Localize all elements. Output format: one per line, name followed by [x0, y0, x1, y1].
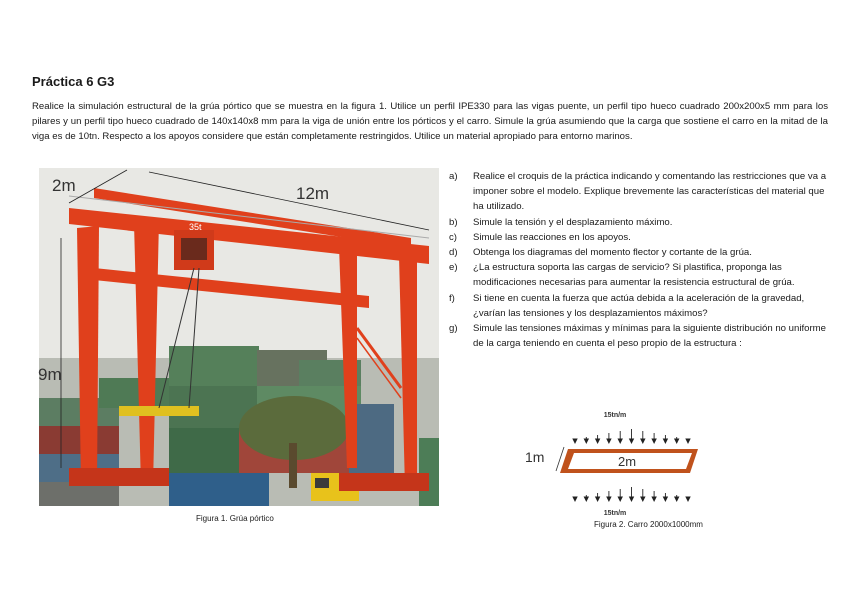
load-arrow-head [596, 439, 600, 443]
load-arrow-head [652, 497, 656, 501]
load-arrow-head [663, 439, 667, 443]
list-item: c) Simule las reacciones en los apoyos. [449, 231, 631, 243]
list-item: a) Realice el croquis de la práctica indicando y comentando las restricciones que va a imponer sobre el modelo. Explique brevemente las características del material que ha utilizado. [449, 171, 827, 213]
width-dimension-label: 12m [296, 184, 330, 203]
trolley-height-label: 1m [525, 449, 545, 465]
load-arrow-head [584, 439, 588, 443]
load-arrow-head [584, 497, 588, 501]
load-arrow-head [663, 497, 667, 501]
list-item: e) ¿La estructura soporta las cargas de servicio? Si plastifica, proponga las modificaciones necesarias para aumentar la resistencia estructural de grúa. [449, 262, 795, 289]
trolley-load-diagram [520, 405, 720, 520]
load-arrow-head [607, 497, 611, 501]
top-load-label: 15tn/m [603, 412, 627, 419]
load-arrow-head [652, 439, 656, 443]
load-arrow-head [618, 497, 622, 501]
figure2-caption: Figura 2. Carro 2000x1000mm [594, 520, 703, 529]
load-arrow-head [573, 497, 577, 501]
height-dimension-label: 9m [38, 365, 62, 384]
load-arrow-head [630, 497, 634, 501]
load-arrow-head [675, 439, 679, 443]
top-load-arrows [573, 429, 690, 443]
load-arrow-head [630, 439, 634, 443]
intro-paragraph: Realice la simulación estructural de la grúa pórtico que se muestra en la figura 1. Utilice un perfil IPE330 para las vigas puente, un perfil tipo hueco cuadrado 200x200x5 mm para los pilares y un perfil tipo hueco cuadrado de 140x140x8 mm para la viga de unión entre los pórticos y el carro. Simule la grúa asumiendo que la carga que sostiene el carro en la mitad de la viga es de 10tn. Respecto a los apoyos considere que están completamente restringidos. Utilice un material apropiado para entorno marinos. [32, 101, 828, 143]
trolley-width-label: 2m [617, 454, 637, 469]
load-arrow-head [686, 497, 690, 501]
task-list [449, 169, 829, 351]
figure1-caption: Figura 1. Grúa pórtico [196, 514, 274, 523]
list-item: b) Simule la tensión y el desplazamiento máximo. [449, 216, 673, 228]
load-arrow-head [573, 439, 577, 443]
load-arrow-head [596, 497, 600, 501]
depth-dimension-label: 2m [52, 176, 76, 195]
crane-photo [39, 168, 439, 506]
list-item: g) Simule las tensiones máximas y mínimas para la siguiente distribución no uniforme de la carga teniendo en cuenta el peso propio de la estructura : [449, 323, 826, 350]
load-arrow-head [675, 497, 679, 501]
load-arrow-head [641, 439, 645, 443]
load-arrow-head [686, 439, 690, 443]
load-arrow-head [607, 439, 611, 443]
crane-illustration [39, 168, 439, 506]
page-title: Práctica 6 G3 [32, 74, 115, 89]
beam-capacity-label: 35t [189, 222, 202, 232]
bottom-load-label: 15tn/m [603, 510, 627, 517]
load-arrow-head [618, 439, 622, 443]
bottom-load-arrows [573, 487, 690, 501]
list-item: f) Si tiene en cuenta la fuerza que actúa debida a la aceleración de la gravedad, ¿varían las tensiones y los desplazamientos máximos? [449, 292, 805, 319]
load-arrow-head [641, 497, 645, 501]
list-item: d) Obtenga los diagramas del momento flector y cortante de la grúa. [449, 247, 752, 259]
